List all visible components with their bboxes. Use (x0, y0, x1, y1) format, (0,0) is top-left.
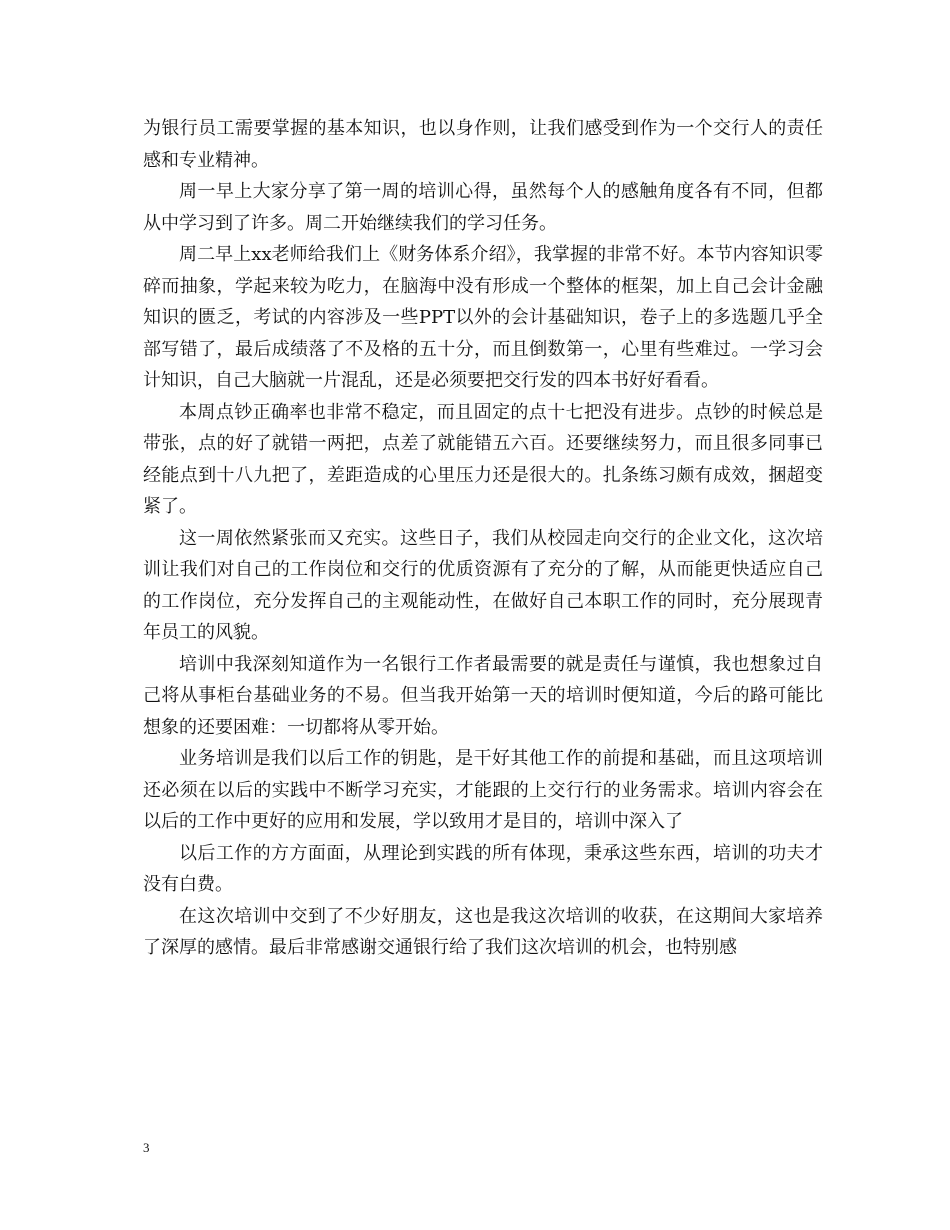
page-number: 3 (143, 1140, 150, 1155)
paragraph-9: 在这次培训中交到了不少好朋友，这也是我这次培训的收获，在这期间大家培养了深厚的感情。最后非常感谢交通银行给了我们这次培训的机会，也特别感 (143, 905, 823, 958)
paragraph-7: 业务培训是我们以后工作的钥匙，是干好其他工作的前提和基础，而且这项培训还必须在以后的实践中不断学习充实，才能跟的上交行行的业务需求。培训内容会在以后的工作中更好的应用和发展，学以致用才是目的，培训中深入了 (143, 748, 823, 832)
document-body (143, 113, 823, 964)
paragraph-2: 周一早上大家分享了第一周的培训心得，虽然每个人的感触角度各有不同，但都从中学习到了许多。周二开始继续我们的学习任务。 (143, 181, 823, 234)
paragraph-6: 培训中我深刻知道作为一名银行工作者最需要的就是责任与谨慎，我也想象过自己将从事柜台基础业务的不易。但当我开始第一天的培训时便知道，今后的路可能比想象的还要困难：一切都将从零开始。 (143, 653, 823, 738)
paragraph-4: 本周点钞正确率也非常不稳定，而且固定的点十七把没有进步。点钞的时候总是带张，点的好了就错一两把，点差了就能错五六百。还要继续努力，而且很多同事已经能点到十八九把了，差距造成的心里压力还是很大的。扎条练习颇有成效，捆超变紧了。 (143, 401, 823, 517)
paragraph-8: 以后工作的方方面面，从理论到实践的所有体现，秉承这些东西，培训的功夫才没有白费。 (143, 842, 823, 895)
paragraph-3: 周二早上xx老师给我们上《财务体系介绍》，我掌握的非常不好。本节内容知识零碎而抽象，学起来较为吃力，在脑海中没有形成一个整体的框架，加上自己会计金融知识的匮乏，考试的内容涉及一些PPT以外的会计基础知识，卷子上的多选题几乎全部写错了，最后成绩落了不及格的五十分，而且倒数第一，心里有些难过。一学习会计知识，自己大脑就一片混乱，还是必须要把交行发的四本书好好看看。 (143, 244, 823, 391)
paragraph-5: 这一周依然紧张而又充实。这些日子，我们从校园走向交行的企业文化，这次培训让我们对自己的工作岗位和交行的优质资源有了充分的了解，从而能更快适应自己的工作岗位，充分发挥自己的主观能动性，在做好自己本职工作的同时，充分展现青年员工的风貌。 (143, 527, 823, 643)
paragraph-1: 为银行员工需要掌握的基本知识，也以身作则，让我们感受到作为一个交行人的责任感和专业精神。 (143, 118, 823, 171)
